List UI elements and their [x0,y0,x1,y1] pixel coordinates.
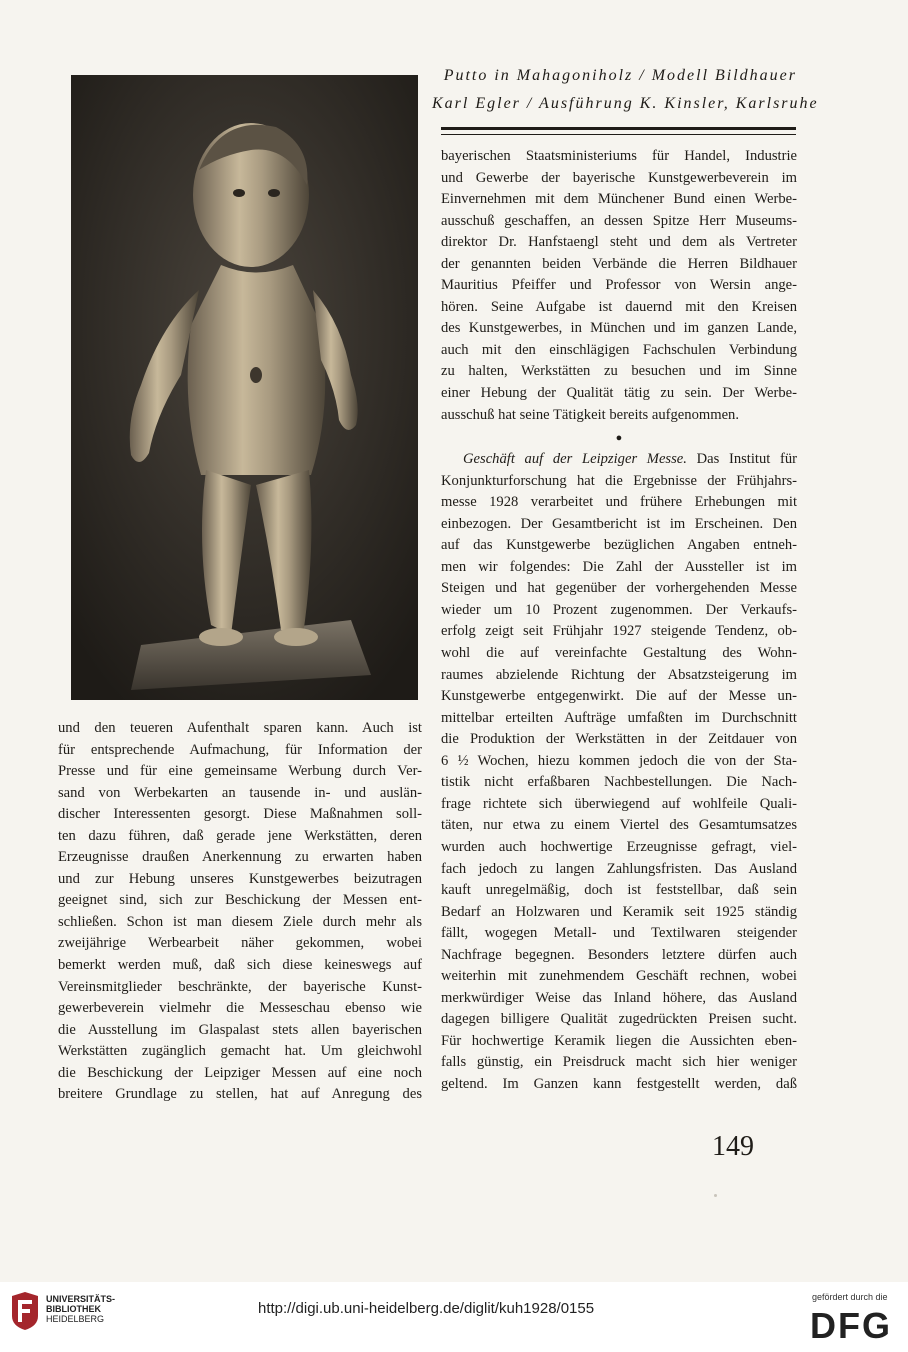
university-library-logo-icon [10,1292,40,1330]
text-line: des Kunstgewerbes, in München und im ganzen Lande, [441,320,797,337]
text-line: merkwürdiger Weise das Inland höhere, das Ausland [441,989,797,1006]
text-line: Einvernehmen mit dem Münchener Bund einen Werbe- [441,191,797,208]
text-line: 6 ½ Wochen, hiezu kommen jedoch die von der Sta- [441,752,797,769]
text-line: Presse und für eine gemeinsame Werbung durch Ver- [58,763,422,780]
photo-caption [432,62,819,118]
left-text-column [58,718,422,1106]
library-name-line-1: UNIVERSITÄTS- [46,1294,116,1304]
university-library-name [46,1294,115,1324]
library-name-line-2: BIBLIOTHEK [46,1304,101,1314]
text-line-rest: Das Institut für [686,451,797,468]
paper-speck [714,1194,717,1197]
text-line: hören. Seine Aufgabe ist dauernd mit den Kreisen [441,298,797,315]
caption-rule-thin [441,134,796,135]
text-line: zu halten, Werkstätten zu besuchen und im Sinne [441,363,797,380]
text-line: die Beschickung der Leipziger Messen auf eine noch [58,1064,422,1081]
funding-caption: gefördert durch die [812,1292,888,1302]
digitization-footer [0,1282,908,1352]
text-line: bayerischen Staatsministeriums für Handel, Industrie [441,148,797,164]
library-name-line-3: HEIDELBERG [46,1314,105,1324]
putto-sculpture-image [71,75,418,700]
text-line: wieder um 10 Prozent zugenommen. Der Verkaufs- [441,601,797,618]
text-line: mittelbar erteilten Aufträge umfaßten im Durchschnitt [441,709,797,726]
text-line: die Ausstellung im Glaspalast stets allen bayerischen [58,1021,422,1038]
text-line: raumes abzielende Richtung der Absatzsteigerung im [441,666,797,683]
caption-line-2: Karl Egler / Ausführung K. Kinsler, Karlsruhe [432,95,819,112]
text-line: wurden auch hochwertige Erzeugnisse gefragt, viel- [441,838,797,855]
text-line: einer Hebung der Qualität tätig zu sein. Der Werbe- [441,385,797,402]
text-line: ausschuß hat seine Tätigkeit bereits aufgenommen. [441,406,740,423]
text-line: dagegen billigere Qualität zugedrückten Preisen sucht. [441,1011,797,1028]
text-line: und den teueren Aufenthalt sparen kann. Auch ist [58,720,422,736]
section-divider-dot: ● [615,432,623,445]
text-line: falls günstig, ein Preisdruck macht sich hier weniger [441,1054,797,1071]
text-line: für entsprechende Aufmachung, für Information der [58,741,422,758]
text-line: wohl die auf vereinfachte Gestaltung des Wohn- [441,645,797,662]
text-line: direktor Dr. Hanfstaengl steht und dem als Vertreter [441,234,797,251]
page-number: 149 [712,1131,754,1162]
text-line: Kunstgewerbe entgegenwirkt. Die auf der Messe un- [441,688,797,705]
text-line: Nachfrage begegnen. Besonders letztere dürfen auch [441,946,797,963]
text-line: discher Interessenten gesorgt. Diese Maßnahmen soll- [58,806,422,823]
text-line: auch mit den einschlägigen Fachschulen Verbindung [441,341,797,358]
caption-line-1: Putto in Mahagoniholz / Modell Bildhauer [443,67,797,84]
text-line: men wir folgendes: Die Zahl der Aussteller ist im [441,558,797,575]
text-line: fach jedoch zu langen Zahlungsfristen. Das Ausland [441,860,797,877]
text-line: Konjunkturforschung hat die Ergebnisse der Frühjahrs- [441,472,797,489]
text-line: breitere Grundlage zu stellen, hat auf Anregung des [58,1086,422,1103]
text-line: Für hochwertige Keramik liegen die Aussichten eben- [441,1032,797,1049]
text-line: fällt, wogegen Metall- und Textilwaren steigender [441,925,797,942]
text-line: tistik nicht erfaßbaren Nachbestellungen. Die Nach- [441,774,797,791]
text-line: die Produktion der Werkstätten in der Zeitdauer von [441,731,797,748]
text-line: geltend. Im Ganzen kann festgestellt werden, daß [441,1075,797,1092]
text-line: sand von Werbekarten an tausende in- und auslän- [58,784,422,801]
putto-photograph [71,75,418,700]
caption-rule-thick [441,127,796,130]
text-line: weiterhin mit zunehmendem Geschäft rechnen, wobei [441,968,797,985]
text-line: Mauritius Pfeiffer und Professor von Wersin ange- [441,277,797,294]
right-text-column [441,146,797,1096]
section-heading: Geschäft auf der Leipziger Messe. [463,451,687,468]
text-line: und zur Hebung unseres Kunstgewerbes beizutragen [58,870,422,887]
dfg-logo: DFG [810,1305,892,1346]
text-line: und Gewerbe der bayerische Kunstgewerbeverein im [441,169,797,186]
text-line: geeignet sind, sich zur Beschickung der Messen ent- [58,892,422,909]
permalink-url[interactable]: http://digi.ub.uni-heidelberg.de/diglit/kuh1928/0155 [258,1300,595,1317]
text-line: bemerkt werden muß, daß sich diese keineswegs auf [58,957,422,974]
text-line: Bedarf an Holzwaren und Keramik seit 1925 ständig [441,903,797,920]
paragraph-first-line [441,449,797,471]
text-line: Steigen und hat gegenüber der vorhergehenden Messe [441,580,797,597]
text-line: Werkstätten zugänglich gemacht hat. Um gleichwohl [58,1043,422,1060]
text-line: frage richtete sich überwiegend auf wohlfeile Quali- [441,795,797,812]
text-line: Erzeugnisse draußen Anerkennung zu erwarten haben [58,849,422,866]
text-line: zweijährige Werbearbeit näher gekommen, wobei [58,935,422,952]
text-line: einbezogen. Der Gesamtbericht ist im Erscheinen. Den [441,515,797,532]
text-line: gewerbeverein vielmehr die Messeschau ebenso wie [58,1000,422,1017]
text-line: täten, nur etwa zu einem Viertel des Gesamtumsatzes [441,817,797,834]
text-line: ausschuß geschaffen, an dessen Spitze Herr Museums- [441,212,797,229]
text-line: der genannten beiden Verbände die Herren Bildhauer [441,255,797,272]
text-line: schließen. Schon ist man diesem Ziele durch mehr als [58,913,422,930]
text-line: auf das Kunstgewerbe bezüglichen Angaben entneh- [441,537,797,554]
text-line: Vereinsmitglieder beschränkte, der bayerische Kunst- [58,978,422,995]
text-line: kauft unregelmäßig, doch ist feststellbar, daß sein [441,882,797,899]
text-line: erfolg zeigt seit Frühjahr 1927 steigende Tendenz, ob- [441,623,797,640]
text-line: ten dazu führen, daß gerade jene Werkstätten, deren [58,827,422,844]
text-line: messe 1928 verarbeitet und frühere Erhebungen mit [441,494,797,511]
